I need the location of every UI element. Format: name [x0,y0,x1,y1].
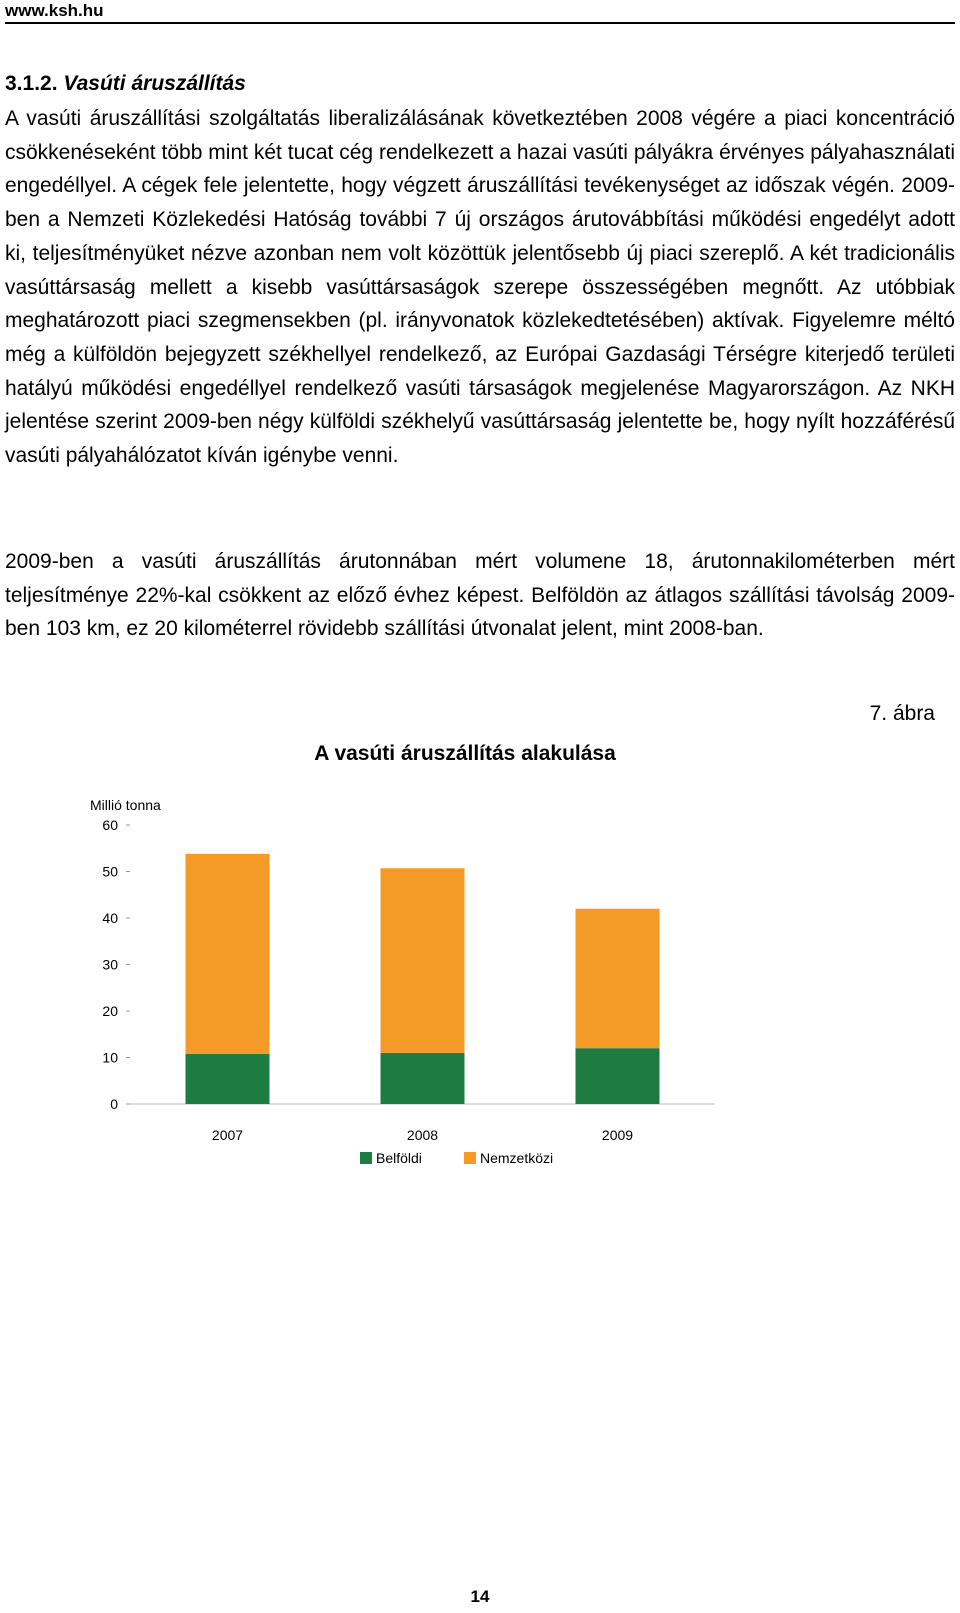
bar-domestic-2009 [576,1048,660,1104]
y-tick-label: 30 [102,956,118,973]
section-number: 3.1.2. [5,72,58,95]
chart-title: A vasúti áruszállítás alakulása [314,742,616,765]
page-number: 14 [470,1587,490,1606]
bar-international-2007 [186,854,270,1054]
y-axis-label: Millió tonna [90,797,161,813]
site-url: www.ksh.hu [5,1,104,20]
page-header [5,0,955,24]
y-tick-label: 50 [102,863,118,880]
body-paragraph-2: 2009-ben a vasúti áruszállítás árutonnában mért volumene 18, árutonnakilométerben mért teljesítménye 22%-kal csökkent az előző évhez képest. Belföldön az átlagos szállítási távolság 2009-ben 103 km, ez 20 kilométerrel rövidebb szállítási útvonalat jelent, mint 2008-ban. [5,550,955,641]
x-tick-label: 2009 [601,1127,634,1143]
y-tick-label: 60 [102,817,118,833]
bar-international-2008 [381,868,465,1053]
figure-label: 7. ábra [869,702,935,725]
bar-domestic-2007 [186,1054,270,1104]
legend-swatch [360,1152,372,1164]
y-tick-label: 40 [102,910,118,926]
legend-label: Belföldi [376,1150,422,1166]
y-tick-label: 0 [110,1096,118,1112]
x-tick-label: 2008 [406,1127,439,1143]
legend-swatch [464,1152,476,1164]
legend-label: Nemzetközi [480,1150,554,1166]
bar-international-2009 [576,909,660,1048]
body-paragraph-1: A vasúti áruszállítási szolgáltatás liberalizálásának következtében 2008 végére a piaci koncentráció csökkenéseként több mint két tucat cég rendelkezett a hazai vasúti pályákra érvényes pályahasználati engedéllyel. A cégek fele jelentette, hogy végzett áruszállítási tevékenységet az időszak végén. 2009-ben a Nemzeti Közlekedési Hatóság további 7 új országos árutovábbítási működési engedélyt adott ki, teljesítményüket nézve azonban nem volt közöttük jelentősebb új piaci szereplő. A két tradicionális vasúttársaság mellett a kisebb vasúttársaságok szerepe összességében megnőtt. Az utóbbiak meghatározott piaci szegmensekben (pl. irányvonatok közlekedtetésében) aktívak. Figyelemre méltó még a külföldön bejegyzett székhellyel rendelkező, az Európai Gazdasági Térségre kiterjedő területi hatályú működési engedéllyel rendelkező vasúti társaságok megjelenése Magyarországon. Az NKH jelentése szerint 2009-ben négy külföldi székhelyű vasúttársaság jelentette be, hogy nyílt hozzáférésű vasúti pályahálózatot kíván igénybe venni. [5,107,955,468]
y-tick-label: 20 [102,1003,118,1019]
x-tick-label: 2007 [211,1127,244,1143]
section-heading [5,70,246,98]
section-title: Vasúti áruszállítás [63,72,246,95]
stacked-bar-chart [80,790,780,1180]
bar-domestic-2008 [381,1053,465,1104]
y-tick-label: 10 [102,1049,118,1066]
